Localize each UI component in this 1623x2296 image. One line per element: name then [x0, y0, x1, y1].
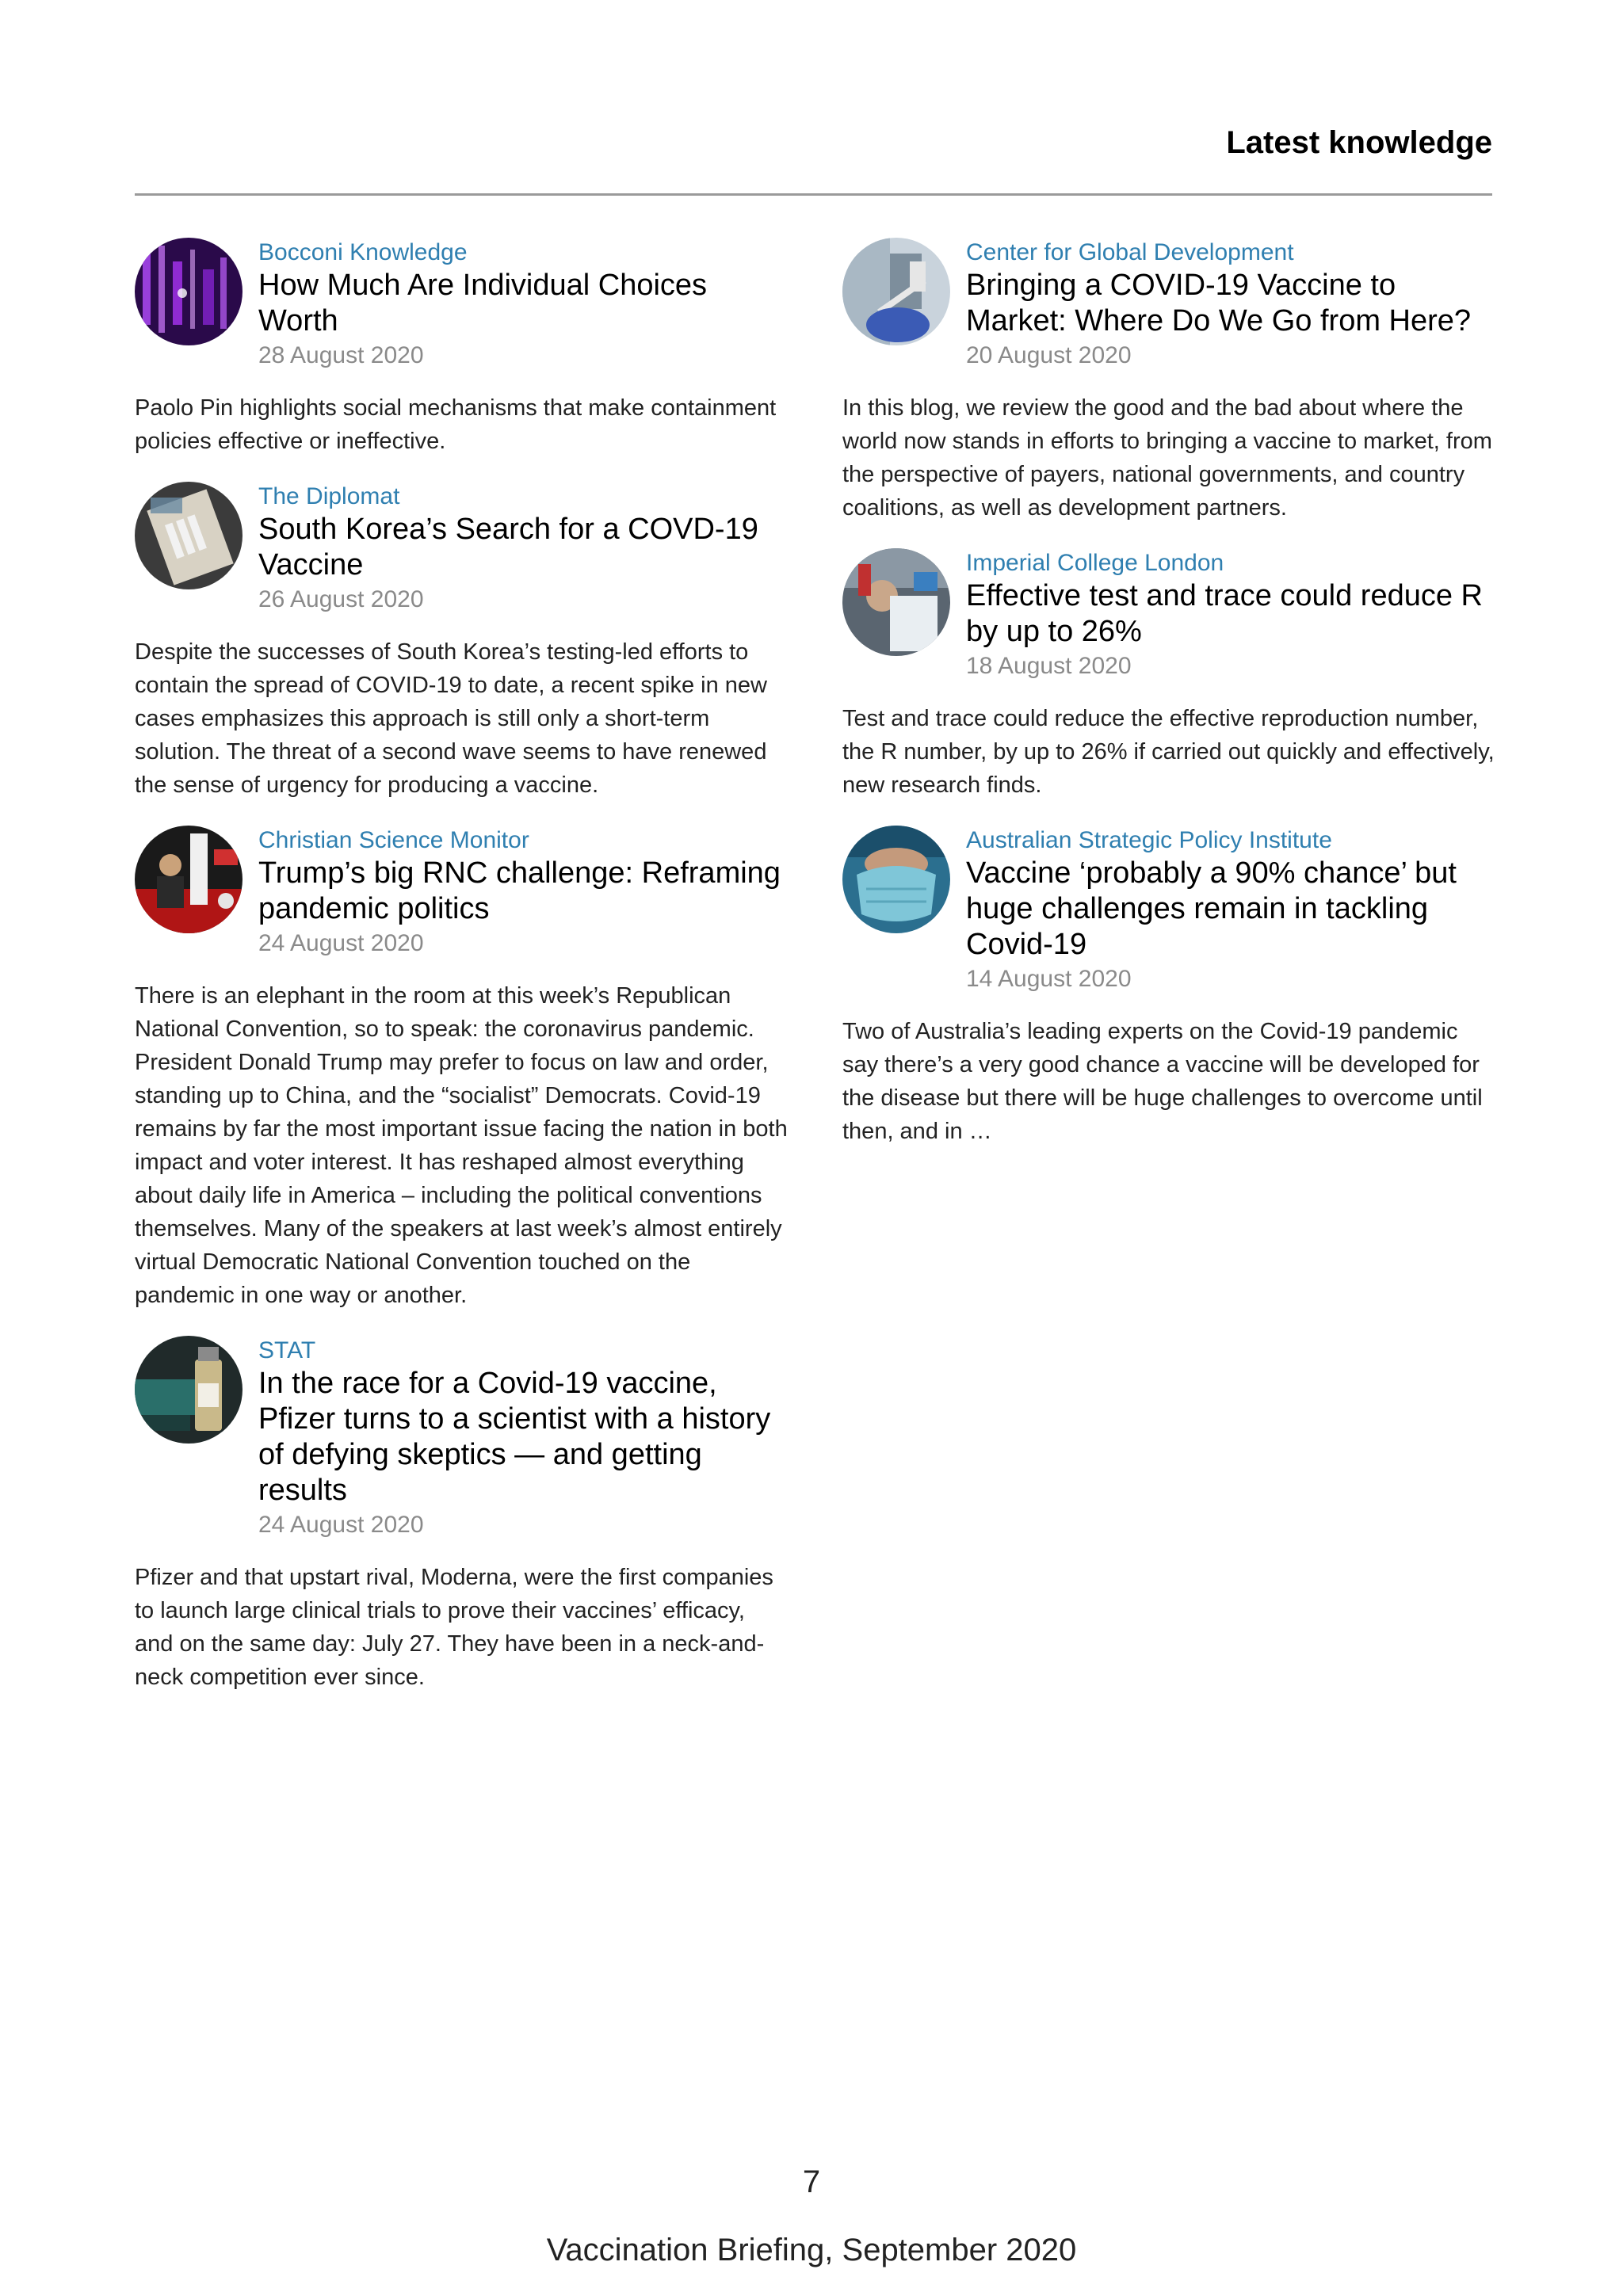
left-column — [135, 238, 789, 1718]
vaccine-bottle-image-icon[interactable] — [135, 1336, 242, 1444]
article-source[interactable]: Imperial College London — [966, 550, 1224, 576]
article-title[interactable]: In the race for a Covid-19 vaccine, Pfizer turns to a scientist with a history of defying skeptics — and getting results — [258, 1367, 771, 1507]
article-source[interactable]: Center for Global Development — [966, 239, 1294, 265]
article-summary: Pfizer and that upstart rival, Moderna, were the first companies to launch large clinical trials to prove their vaccines’ efficacy, and on the same day: July 27. They have been in a neck-and-neck competition ever since. — [135, 1565, 773, 1690]
section-title: Latest knowledge — [1226, 125, 1492, 160]
article-summary: In this blog, we review the good and the bad about where the world now stands in efforts to bringing a vaccine to market, from the perspective of payers, national governments, and country coalitions, as well as development partners. — [842, 395, 1492, 521]
article-date: 18 August 2020 — [966, 653, 1132, 679]
page-number: 7 — [802, 2164, 821, 2199]
testing-image-icon[interactable] — [842, 548, 950, 656]
article-date: 24 August 2020 — [258, 930, 424, 956]
face-mask-image-icon[interactable] — [842, 826, 950, 933]
article-title[interactable]: Trump’s big RNC challenge: Reframing pandemic politics — [258, 856, 781, 925]
article-date: 28 August 2020 — [258, 342, 424, 368]
article-summary: Despite the successes of South Korea’s testing-led efforts to contain the spread of COVID-19 to date, a recent spike in new cases emphasizes this approach is still only a short-term solution. The threat of a second wave seems to have renewed the sense of urgency for producing a vaccine. — [135, 639, 767, 798]
article-date: 26 August 2020 — [258, 586, 424, 612]
vials-image-icon[interactable] — [135, 482, 242, 589]
article-card — [135, 482, 789, 802]
article-card — [842, 548, 1496, 802]
article-title[interactable]: How Much Are Individual Choices Worth — [258, 269, 708, 338]
article-title[interactable]: South Korea’s Search for a COVD-19 Vaccine — [258, 513, 758, 582]
article-date: 24 August 2020 — [258, 1512, 424, 1538]
article-card — [842, 238, 1496, 524]
article-summary: Two of Australia’s leading experts on the Covid-19 pandemic say there’s a very good chance a vaccine will be developed for the disease but there will be huge challenges to overcome until then, and in … — [842, 1019, 1483, 1144]
article-source[interactable]: STAT — [258, 1337, 316, 1363]
article-title[interactable]: Effective test and trace could reduce R by up to 26% — [966, 579, 1483, 648]
article-summary: Test and trace could reduce the effective reproduction number, the R number, by up to 26% if carried out quickly and effectively, new research finds. — [842, 706, 1495, 798]
article-source[interactable]: Christian Science Monitor — [258, 827, 529, 853]
convention-image-icon[interactable] — [135, 826, 242, 933]
article-title[interactable]: Bringing a COVID-19 Vaccine to Market: Where Do We Go from Here? — [966, 269, 1472, 338]
purple-data-image-icon[interactable] — [135, 238, 242, 345]
article-source[interactable]: Australian Strategic Policy Institute — [966, 827, 1332, 853]
article-card — [135, 238, 789, 458]
article-summary: Paolo Pin highlights social mechanisms that make containment policies effective or ineffective. — [135, 395, 777, 454]
article-date: 20 August 2020 — [966, 342, 1132, 368]
header-divider — [135, 193, 1492, 196]
right-column — [842, 238, 1496, 1172]
article-card — [135, 1336, 789, 1694]
article-title[interactable]: Vaccine ‘probably a 90% chance’ but huge challenges remain in tackling Covid-19 — [966, 856, 1457, 961]
article-source[interactable]: Bocconi Knowledge — [258, 239, 468, 265]
article-card — [135, 826, 789, 1312]
article-card — [842, 826, 1496, 1148]
syringe-image-icon[interactable] — [842, 238, 950, 345]
footer-text: Vaccination Briefing, September 2020 — [546, 2233, 1077, 2267]
article-source[interactable]: The Diplomat — [258, 483, 400, 509]
article-summary: There is an elephant in the room at this week’s Republican National Convention, so to speak: the coronavirus pandemic. President Donald Trump may prefer to focus on law and order, standing up to China, and the “socialist” Democrats. Covid-19 remains by far the most important issue facing the nation in both impact and voter interest. It has reshaped almost everything about daily life in America – including the political conventions themselves. Many of the speakers at last week’s almost entirely virtual Democratic National Convention touched on the pandemic in one way or another. — [135, 983, 788, 1308]
article-date: 14 August 2020 — [966, 966, 1132, 992]
